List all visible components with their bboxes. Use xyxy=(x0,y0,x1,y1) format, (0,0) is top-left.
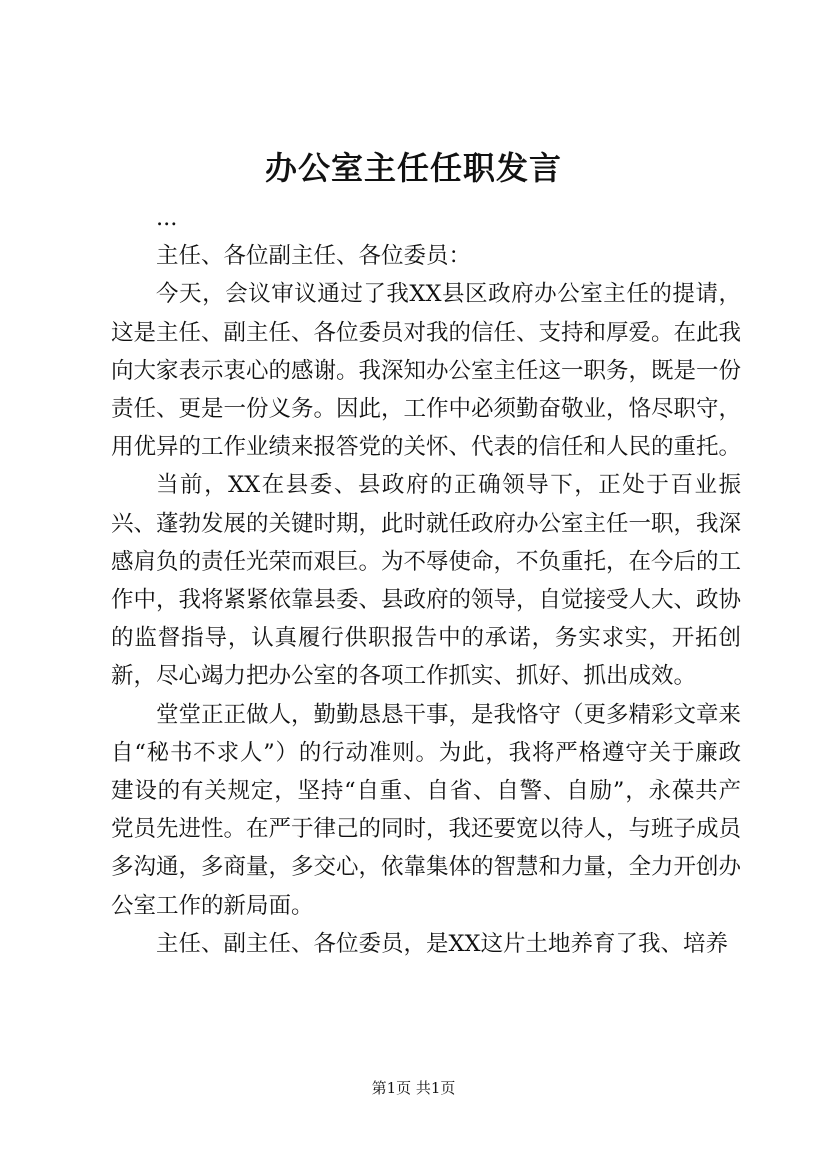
paragraph-4: 主任、副主任、各位委员，是XX这片土地养育了我、培养 xyxy=(156,930,729,957)
ellipsis-line: ... xyxy=(156,205,178,231)
paragraph-1: 今天，会议审议通过了我XX县区政府办公室主任的提请，这是主任、副主任、各位委员对我的信任、支持和厚爱。在此我向大家表示衷心的感谢。我深知办公室主任这一职务，既是一份责任、更是一份义务。因此，工作中必须勤奋敬业，恪尽职守，用优异的工作业绩来报答党的关怀、代表的信任和人民的重托。 xyxy=(111,281,742,461)
salutation: 主任、各位副主任、各位委员： xyxy=(156,243,472,270)
document-body xyxy=(111,199,741,963)
paragraph-2: 当前，XX在县委、县政府的正确领导下，正处于百业振兴、蓬勃发展的关键时期，此时就任政府办公室主任一职，我深感肩负的责任光荣而艰巨。为不辱使命，不负重托，在今后的工作中，我将紧紧依靠县委、县政府的领导，自觉接受人大、政协的监督指导，认真履行供职报告中的承诺，务实求实，开拓创新，尽心竭力把办公室的各项工作抓实、抓好、抓出成效。 xyxy=(111,472,742,690)
page-footer: 第1页 共1页 xyxy=(371,1079,456,1097)
document-title: 办公室主任任职发言 xyxy=(264,149,562,187)
paragraph-3: 堂堂正正做人，勤勤恳恳干事，是我恪守（更多精彩文章来自“秘书不求人”）的行动准则。为此，我将严格遵守关于廉政建设的有关规定，坚持“自重、自省、自警、自励”，永葆共产党员先进性。在严于律己的同时，我还要宽以待人，与班子成员多沟通，多商量，多交心，依靠集体的智慧和力量，全力开创办公室工作的新局面。 xyxy=(111,701,742,919)
